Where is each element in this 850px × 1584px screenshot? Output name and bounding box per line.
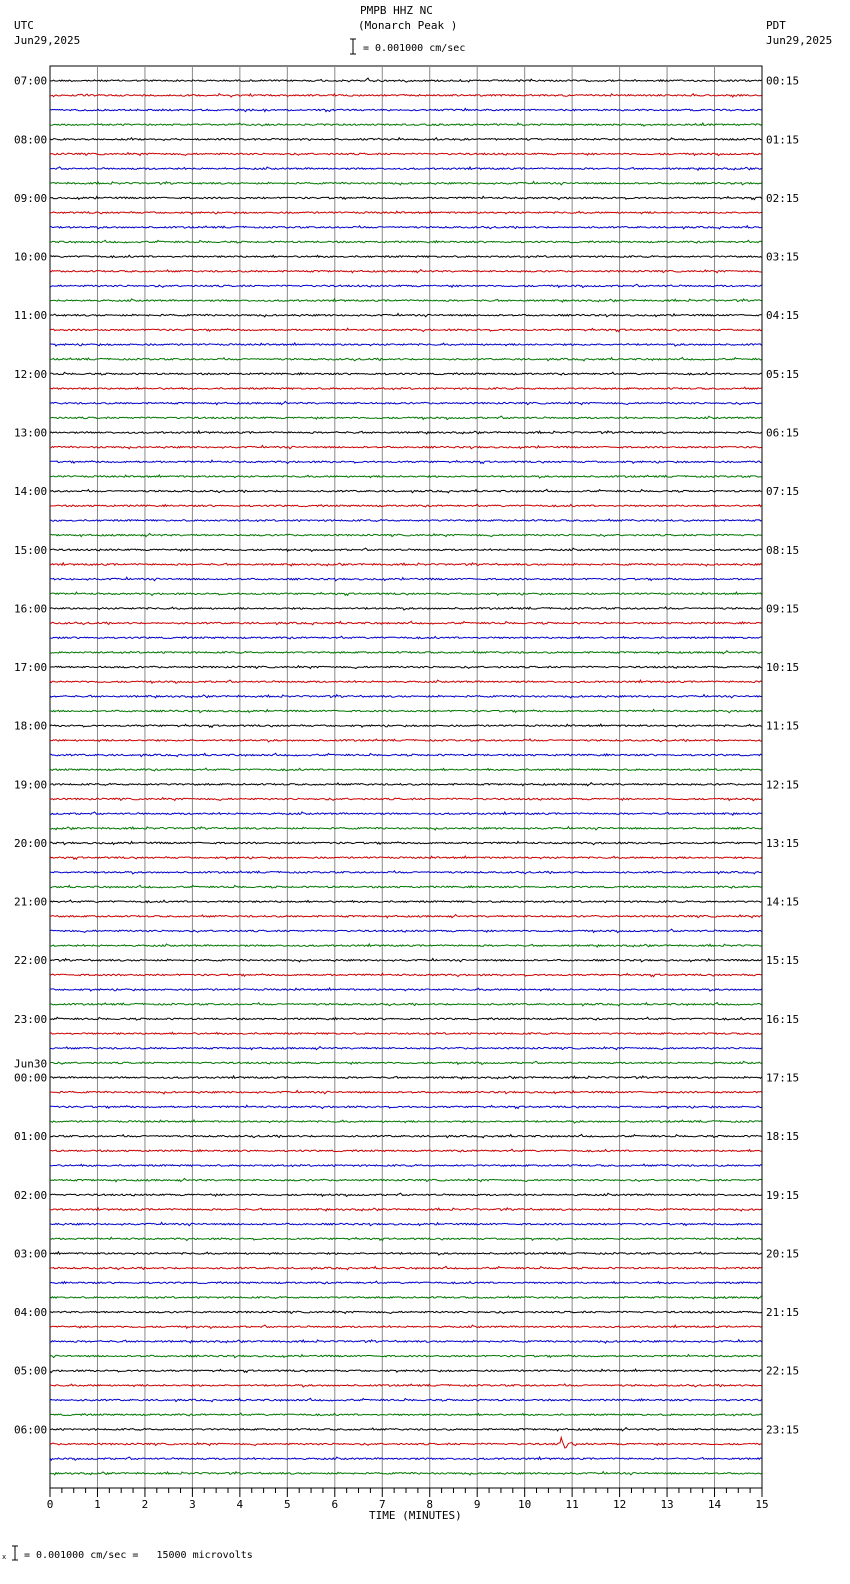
trace-line bbox=[50, 1003, 762, 1006]
trace-line bbox=[50, 504, 762, 507]
pdt-hour-label: 16:15 bbox=[766, 1012, 800, 1026]
trace-line bbox=[50, 988, 762, 991]
trace-line bbox=[50, 577, 762, 580]
trace-line bbox=[50, 270, 762, 273]
trace-line bbox=[50, 944, 762, 947]
pdt-hour-label: 18:15 bbox=[766, 1130, 800, 1144]
trace-line bbox=[50, 621, 762, 624]
x-tick-label: 3 bbox=[189, 1498, 196, 1511]
utc-hour-label: 20:00 bbox=[14, 836, 48, 850]
trace-line bbox=[50, 431, 762, 434]
svg-text:x: x bbox=[2, 1553, 7, 1561]
trace-line bbox=[50, 1120, 762, 1123]
trace-line bbox=[50, 167, 762, 170]
utc-hour-label: 19:00 bbox=[14, 778, 48, 792]
x-tick-label: 2 bbox=[141, 1498, 149, 1511]
trace-line bbox=[50, 973, 762, 976]
utc-hour-label: 13:00 bbox=[14, 426, 48, 440]
right-timezone: PDT bbox=[766, 19, 786, 32]
utc-hour-label: 11:00 bbox=[14, 309, 48, 323]
trace-line bbox=[50, 1438, 762, 1448]
trace-line bbox=[50, 387, 762, 390]
trace-line bbox=[50, 1134, 762, 1137]
trace-line bbox=[50, 1017, 762, 1020]
trace-line bbox=[50, 1281, 762, 1284]
pdt-hour-label: 14:15 bbox=[766, 895, 800, 909]
x-axis-label: TIME (MINUTES) bbox=[369, 1509, 462, 1522]
trace-line bbox=[50, 475, 762, 478]
utc-hour-label: 05:00 bbox=[14, 1364, 48, 1378]
pdt-hour-label: 22:15 bbox=[766, 1364, 800, 1378]
trace-line bbox=[50, 827, 762, 830]
pdt-hour-label: 19:15 bbox=[766, 1188, 800, 1202]
trace-line bbox=[50, 563, 762, 566]
trace-line bbox=[50, 78, 762, 82]
trace-line bbox=[50, 592, 762, 595]
utc-hour-label: 02:00 bbox=[14, 1188, 48, 1202]
trace-line bbox=[50, 357, 762, 360]
trace-line bbox=[50, 1193, 762, 1196]
trace-line bbox=[50, 1149, 762, 1152]
trace-line bbox=[50, 1237, 762, 1240]
x-tick-label: 12 bbox=[612, 1498, 627, 1511]
pdt-hour-label: 21:15 bbox=[766, 1306, 800, 1320]
utc-hour-label: 00:00 bbox=[14, 1071, 48, 1085]
utc-hour-label: 10:00 bbox=[14, 250, 48, 264]
trace-line bbox=[50, 841, 762, 844]
pdt-hour-label: 17:15 bbox=[766, 1071, 800, 1085]
scale-label: = 0.001000 cm/sec bbox=[363, 43, 466, 54]
trace-line bbox=[50, 460, 762, 463]
plot-frame bbox=[50, 66, 762, 1488]
pdt-hour-label: 00:15 bbox=[766, 74, 800, 88]
pdt-hour-label: 07:15 bbox=[766, 485, 800, 499]
pdt-hour-label: 12:15 bbox=[766, 778, 800, 792]
pdt-hour-label: 04:15 bbox=[766, 309, 800, 323]
trace-line bbox=[50, 1252, 762, 1255]
x-tick-label: 13 bbox=[660, 1498, 674, 1511]
trace-line bbox=[50, 636, 762, 639]
station-title: PMPB HHZ NC bbox=[360, 4, 433, 17]
pdt-hour-label: 20:15 bbox=[766, 1247, 800, 1261]
utc-hour-label: 21:00 bbox=[14, 895, 48, 909]
utc-hour-label: 18:00 bbox=[14, 719, 48, 733]
trace-line bbox=[50, 709, 762, 712]
trace-line bbox=[50, 1090, 762, 1094]
trace-line bbox=[50, 1398, 762, 1401]
utc-hour-label: 01:00 bbox=[14, 1130, 48, 1144]
utc-hour-label: 15:00 bbox=[14, 543, 48, 557]
pdt-hour-label: 15:15 bbox=[766, 954, 800, 968]
x-tick-label: 11 bbox=[565, 1498, 579, 1511]
trace-line bbox=[50, 240, 762, 243]
trace-line bbox=[50, 314, 762, 317]
trace-line bbox=[50, 519, 762, 522]
trace-line bbox=[50, 959, 762, 962]
pdt-hour-label: 05:15 bbox=[766, 367, 800, 381]
trace-line bbox=[50, 196, 762, 199]
trace-line bbox=[50, 1355, 762, 1358]
trace-line bbox=[50, 607, 762, 610]
trace-line bbox=[50, 123, 762, 126]
utc-hour-label: 07:00 bbox=[14, 74, 48, 88]
utc-hour-label: 06:00 bbox=[14, 1423, 48, 1437]
trace-line bbox=[50, 768, 762, 771]
utc-hour-label: 17:00 bbox=[14, 661, 48, 675]
trace-line bbox=[50, 1384, 762, 1387]
left-date: Jun29,2025 bbox=[14, 34, 81, 47]
left-timezone: UTC bbox=[14, 19, 34, 32]
x-tick-label: 9 bbox=[473, 1498, 481, 1511]
pdt-hour-label: 11:15 bbox=[766, 719, 800, 733]
trace-line bbox=[50, 651, 762, 654]
trace-line bbox=[50, 1413, 762, 1416]
trace-line bbox=[50, 1325, 762, 1328]
utc-hour-label: 12:00 bbox=[14, 367, 48, 381]
trace-line bbox=[50, 1266, 762, 1269]
x-tick-label: 8 bbox=[426, 1498, 434, 1511]
trace-line bbox=[50, 1472, 762, 1475]
footer-scale-label: = 0.001000 cm/sec = 15000 microvolts bbox=[24, 1550, 253, 1561]
trace-line bbox=[50, 401, 762, 404]
trace-line bbox=[50, 1061, 762, 1064]
utc-hour-label: 22:00 bbox=[14, 954, 48, 968]
trace-line bbox=[50, 680, 762, 683]
x-tick-label: 5 bbox=[284, 1498, 291, 1511]
trace-line bbox=[50, 739, 762, 742]
pdt-hour-label: 06:15 bbox=[766, 426, 800, 440]
date-change-label: Jun30 bbox=[14, 1057, 48, 1071]
trace-line bbox=[50, 1369, 762, 1372]
trace-line bbox=[50, 284, 762, 287]
trace-line bbox=[50, 343, 762, 346]
x-tick-label: 1 bbox=[94, 1498, 101, 1511]
trace-line bbox=[50, 856, 762, 859]
trace-line bbox=[50, 798, 762, 801]
x-tick-label: 7 bbox=[378, 1498, 386, 1511]
trace-line bbox=[50, 783, 762, 786]
site-name: (Monarch Peak ) bbox=[358, 19, 458, 32]
trace-line bbox=[50, 489, 762, 492]
trace-line bbox=[50, 548, 762, 551]
x-tick-label: 6 bbox=[331, 1498, 339, 1511]
pdt-hour-label: 09:15 bbox=[766, 602, 800, 616]
pdt-hour-label: 01:15 bbox=[766, 133, 800, 147]
trace-line bbox=[50, 1208, 762, 1211]
trace-line bbox=[50, 182, 762, 185]
trace-line bbox=[50, 94, 762, 97]
pdt-hour-label: 02:15 bbox=[766, 191, 800, 205]
trace-line bbox=[50, 299, 762, 302]
trace-line bbox=[50, 1296, 762, 1299]
footer-scale-bar-icon bbox=[2, 1544, 20, 1562]
utc-hour-label: 14:00 bbox=[14, 485, 48, 499]
trace-line bbox=[50, 1164, 762, 1167]
trace-line bbox=[50, 1047, 762, 1050]
pdt-hour-label: 23:15 bbox=[766, 1423, 800, 1437]
trace-line bbox=[50, 1105, 762, 1108]
pdt-hour-label: 03:15 bbox=[766, 250, 800, 264]
trace-line bbox=[50, 666, 762, 669]
right-date: Jun29,2025 bbox=[766, 34, 833, 47]
utc-hour-label: 16:00 bbox=[14, 602, 48, 616]
trace-line bbox=[50, 871, 762, 874]
trace-line bbox=[50, 753, 762, 756]
trace-line bbox=[50, 328, 762, 331]
trace-line bbox=[50, 1457, 762, 1460]
trace-line bbox=[50, 416, 762, 419]
utc-hour-label: 09:00 bbox=[14, 191, 48, 205]
x-tick-label: 4 bbox=[236, 1498, 244, 1511]
trace-line bbox=[50, 900, 762, 903]
trace-line bbox=[50, 372, 762, 375]
trace-line bbox=[50, 1340, 762, 1344]
trace-line bbox=[50, 255, 762, 258]
utc-hour-label: 23:00 bbox=[14, 1012, 48, 1026]
pdt-hour-label: 10:15 bbox=[766, 661, 800, 675]
utc-hour-label: 04:00 bbox=[14, 1306, 48, 1320]
pdt-hour-label: 08:15 bbox=[766, 543, 800, 557]
trace-line bbox=[50, 812, 762, 815]
trace-line bbox=[50, 1311, 762, 1314]
trace-line bbox=[50, 695, 762, 698]
trace-line bbox=[50, 915, 762, 918]
utc-hour-label: 08:00 bbox=[14, 133, 48, 147]
trace-line bbox=[50, 1222, 762, 1225]
trace-line bbox=[50, 1178, 762, 1181]
utc-hour-label: 03:00 bbox=[14, 1247, 48, 1261]
trace-line bbox=[50, 533, 762, 536]
trace-line bbox=[50, 153, 762, 156]
trace-line bbox=[50, 929, 762, 932]
x-tick-label: 14 bbox=[707, 1498, 722, 1511]
x-tick-label: 10 bbox=[518, 1498, 532, 1511]
pdt-hour-label: 13:15 bbox=[766, 836, 800, 850]
trace-line bbox=[50, 885, 762, 888]
trace-line bbox=[50, 211, 762, 214]
trace-line bbox=[50, 226, 762, 229]
x-tick-label: 15 bbox=[755, 1498, 769, 1511]
trace-line bbox=[50, 1076, 762, 1079]
trace-line bbox=[50, 1428, 762, 1431]
trace-line bbox=[50, 1032, 762, 1034]
x-tick-label: 0 bbox=[46, 1498, 54, 1511]
trace-line bbox=[50, 445, 762, 448]
trace-line bbox=[50, 138, 762, 141]
trace-line bbox=[50, 108, 762, 111]
trace-line bbox=[50, 724, 762, 727]
